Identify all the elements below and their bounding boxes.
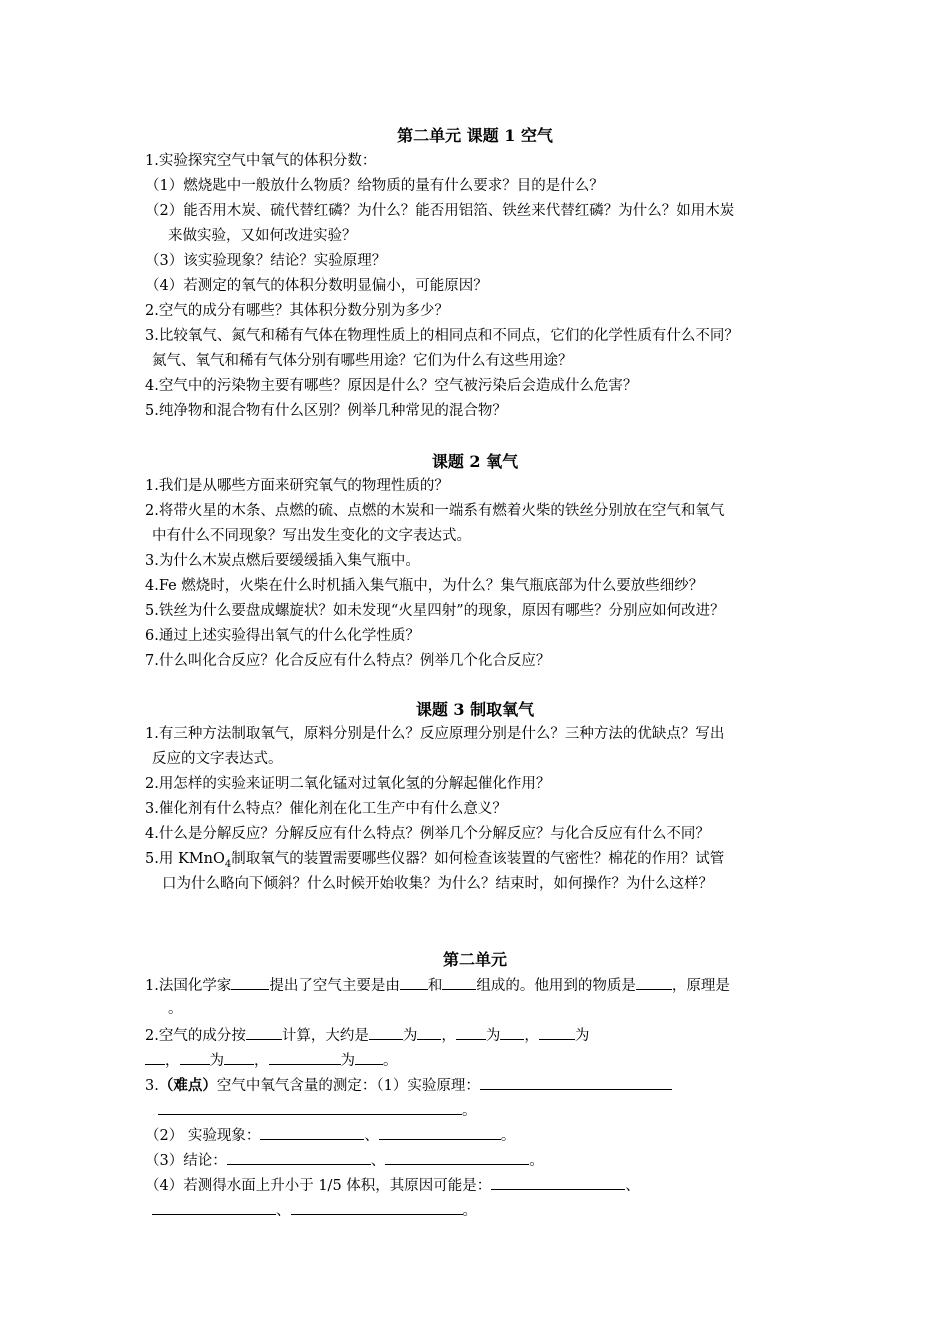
question-line: 1.实验探究空气中氧气的体积分数： xyxy=(145,153,377,169)
question-line: 3.比较氧气、氮气和稀有气体在物理性质上的相同点和不同点，它们的化学性质有什么不同？ xyxy=(145,328,739,344)
question-line: 3.为什么木炭点燃后要缓缓插入集气瓶中。 xyxy=(145,553,420,569)
answer-blank[interactable] xyxy=(385,1150,529,1165)
question-line: 5.纯净物和混合物有什么区别？例举几种常见的混合物？ xyxy=(145,403,507,419)
answer-blank[interactable] xyxy=(224,1050,254,1065)
answer-blank[interactable] xyxy=(400,975,428,990)
fill-line: （4）若测得水面上升小于 1/5 体积，其原因可能是： 、 xyxy=(145,1175,825,1196)
answer-blank[interactable] xyxy=(260,1125,364,1140)
answer-blank[interactable] xyxy=(355,1050,383,1065)
question-line: 1.有三种方法制取氧气，原料分别是什么？反应原理分别是什么？三种方法的优缺点？写出 xyxy=(145,726,725,742)
question-line: 口为什么略向下倾斜？什么时候开始收集？为什么？结束时，如何操作？为什么这样？ xyxy=(162,876,713,892)
answer-blank[interactable] xyxy=(500,1025,524,1040)
question-line: 2.空气的成分有哪些？其体积分数分别为多少？ xyxy=(145,303,449,319)
answer-blank[interactable] xyxy=(369,1025,403,1040)
answer-blank[interactable] xyxy=(442,975,476,990)
answer-blank[interactable] xyxy=(246,1025,282,1040)
answer-blank[interactable] xyxy=(158,1100,462,1115)
fill-line: 。 xyxy=(168,1001,183,1017)
answer-blank[interactable] xyxy=(417,1025,441,1040)
question-line: （1）燃烧匙中一般放什么物质？给物质的量有什么要求？目的是什么？ xyxy=(145,178,604,194)
answer-blank[interactable] xyxy=(480,1075,672,1090)
answer-blank[interactable] xyxy=(269,1050,341,1065)
question-line: 来做实验，又如何改进实验？ xyxy=(168,228,357,244)
question-line: 5.铁丝为什么要盘成螺旋状？如未发现“火星四射”的现象，原因有哪些？分别应如何改进？ xyxy=(145,603,725,619)
answer-blank[interactable] xyxy=(152,1200,276,1215)
answer-blank[interactable] xyxy=(636,975,672,990)
answer-blank[interactable] xyxy=(291,1200,463,1215)
question-line: 氮气、氧气和稀有气体分别有哪些用途？它们为什么有这些用途？ xyxy=(152,353,573,369)
question-line: （4）若测定的氧气的体积分数明显偏小，可能原因？ xyxy=(145,278,488,294)
answer-blank[interactable] xyxy=(227,1150,371,1165)
question-line: 7.什么叫化合反应？化合反应有什么特点？例举几个化合反应？ xyxy=(145,653,551,669)
answer-blank[interactable] xyxy=(456,1025,486,1040)
question-line: 4.什么是分解反应？分解反应有什么特点？例举几个分解反应？与化合反应有什么不同？ xyxy=(145,826,710,842)
question-line: 2.将带火星的木条、点燃的硫、点燃的木炭和一端系有燃着火柴的铁丝分别放在空气和氧气 xyxy=(145,503,725,519)
question-line: 1.我们是从哪些方面来研究氧气的物理性质的？ xyxy=(145,478,449,494)
fill-line: （2） 实验现象： 、 。 xyxy=(145,1125,825,1146)
question-line: （2）能否用木炭、硫代替红磷？为什么？能否用铝箔、铁丝来代替红磷？为什么？如用木炭 xyxy=(145,203,735,219)
answer-blank[interactable] xyxy=(379,1125,501,1140)
answer-blank[interactable] xyxy=(180,1050,210,1065)
section-title-oxygen: 课题 2 氧气 xyxy=(431,452,519,471)
question-line: 反应的文字表达式。 xyxy=(152,751,283,767)
fill-line: 。 xyxy=(158,1100,838,1121)
question-line: 6.通过上述实验得出氧气的什么化学性质？ xyxy=(145,628,420,644)
question-line: 4.空气中的污染物主要有哪些？原因是什么？空气被污染后会造成什么危害？ xyxy=(145,378,638,394)
answer-blank[interactable] xyxy=(231,975,269,990)
fill-line: 1.法国化学家 提出了空气主要是由 和 组成的。他用到的物质是 ，原理是 xyxy=(145,975,825,996)
fill-line: 2.空气的成分按 计算，大约是 为 ， 为 ， 为 xyxy=(145,1025,825,1046)
section-title-unit2: 第二单元 xyxy=(442,950,507,969)
answer-blank[interactable] xyxy=(539,1025,575,1040)
question-line: 2.用怎样的实验来证明二氧化锰对过氧化氢的分解起催化作用？ xyxy=(145,776,551,792)
question-line: 中有什么不同现象？写出发生变化的文字表达式。 xyxy=(152,528,471,544)
question-line: 5.用 KMnO$_4$制取氧气的装置需要哪些仪器？如何检查该装置的气密性？棉花的作用？试管 xyxy=(145,851,725,870)
fill-line: 3.（难点）空气中氧气含量的测定：（1）实验原理： xyxy=(145,1075,825,1096)
answer-blank[interactable] xyxy=(491,1175,625,1190)
fill-line: （3）结论： 、 。 xyxy=(145,1150,825,1171)
section-title-prepare-oxygen: 课题 3 制取氧气 xyxy=(415,700,535,719)
question-line: 4.Fe 燃烧时，火柴在什么时机插入集气瓶中，为什么？集气瓶底部为什么要放些细纱？ xyxy=(145,578,704,594)
fill-line: 、 。 xyxy=(152,1200,832,1221)
question-line: （3）该实验现象？结论？实验原理？ xyxy=(145,253,387,269)
fill-line: ， 为 ， 为 。 xyxy=(145,1050,825,1071)
section-title-air: 第二单元 课题 1 空气 xyxy=(397,126,553,145)
answer-blank[interactable] xyxy=(145,1050,165,1065)
question-line: 3.催化剂有什么特点？催化剂在化工生产中有什么意义？ xyxy=(145,801,507,817)
